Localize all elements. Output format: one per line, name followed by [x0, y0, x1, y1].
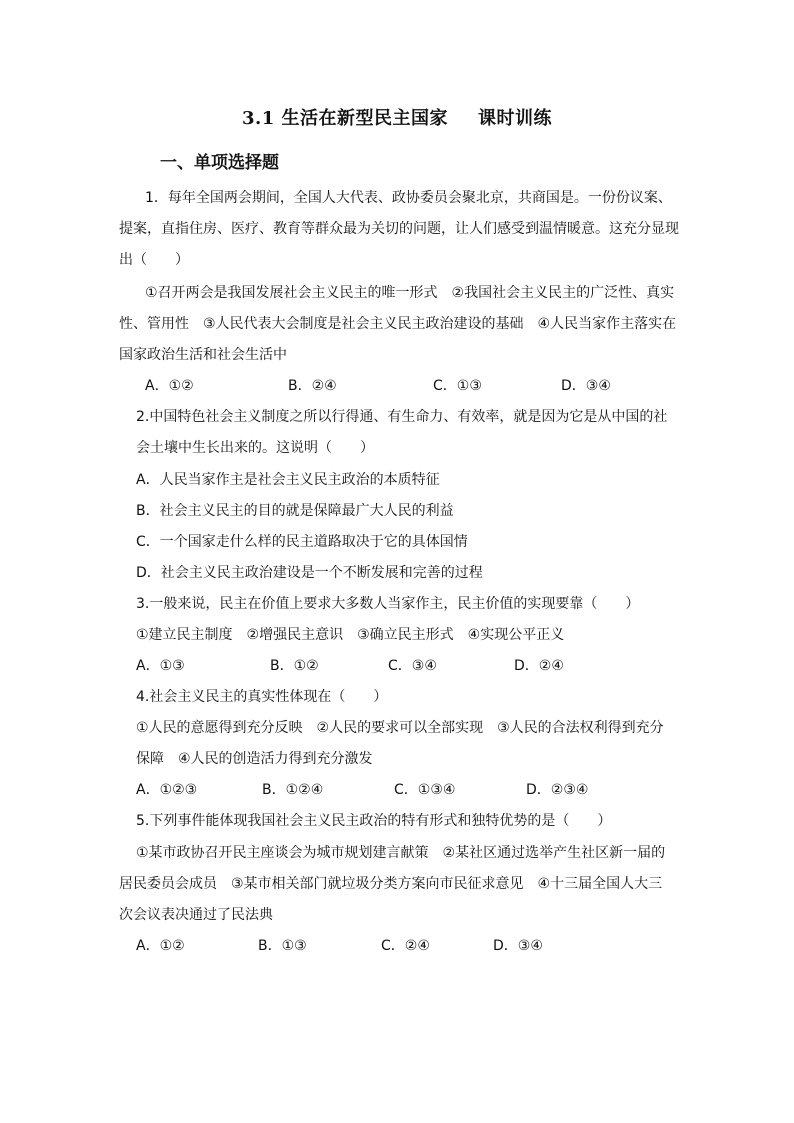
q3-option-b[interactable]: B．①②	[270, 658, 319, 674]
q1-statement-3: 国家政治生活和社会生活中	[119, 347, 287, 363]
q1-option-b[interactable]: B．②④	[288, 378, 337, 394]
q1-option-a[interactable]: A．①②	[145, 378, 194, 394]
q5-option-c[interactable]: C．②④	[381, 938, 430, 954]
section-heading: 一、单项选择题	[160, 153, 279, 173]
q5-statement-1: ①某市政协召开民主座谈会为城市规划建言献策 ②某社区通过选举产生社区新一届的	[136, 845, 666, 861]
q5-option-b[interactable]: B．①③	[258, 938, 307, 954]
title-sub: 课时训练	[478, 108, 553, 129]
q4-statement-1: ①人民的意愿得到充分反映 ②人民的要求可以全部实现 ③人民的合法权利得到充分	[136, 720, 664, 736]
q4-option-b[interactable]: B．①②④	[262, 782, 324, 798]
q3-statement-1: ①建立民主制度 ②增强民主意识 ③确立民主形式 ④实现公平正义	[136, 627, 565, 643]
q1-option-d[interactable]: D．③④	[561, 378, 611, 394]
q4-option-c[interactable]: C．①③④	[394, 782, 456, 798]
document-title	[0, 104, 794, 130]
q5-statement-2: 居民委员会成员 ③某市相关部门就垃圾分类方案向市民征求意见 ④十三届全国人大三	[119, 876, 663, 892]
q1-line-3: 出（ ）	[119, 252, 189, 268]
q4-line-1: 4.社会主义民主的真实性体现在（ ）	[136, 689, 388, 705]
q3-option-d[interactable]: D．②④	[514, 658, 564, 674]
q5-option-a[interactable]: A．①②	[136, 938, 185, 954]
q4-statement-2: 保障 ④人民的创造活力得到充分激发	[136, 751, 373, 767]
q2-line-1: 2.中国特色社会主义制度之所以行得通、有生命力、有效率，就是因为它是从中国的社	[136, 409, 668, 425]
q5-option-d[interactable]: D．③④	[493, 938, 543, 954]
title-main: 3.1 生活在新型民主国家	[241, 108, 449, 129]
q2-line-2: 会土壤中生长出来的。这说明（ ）	[136, 440, 374, 456]
q1-line-1: 1．每年全国两会期间，全国人大代表、政协委员会聚北京，共商国是。一份份议案、	[145, 190, 672, 206]
q3-option-c[interactable]: C．③④	[388, 658, 437, 674]
q1-line-2: 提案，直指住房、医疗、教育等群众最为关切的问题，让人们感受到温情暖意。这充分显现	[119, 221, 679, 237]
q4-option-d[interactable]: D．②③④	[526, 782, 589, 798]
q4-option-a[interactable]: A．①②③	[136, 782, 198, 798]
q3-line-1: 3.一般来说，民主在价值上要求大多数人当家作主，民主价值的实现要靠（ ）	[136, 596, 640, 612]
q2-choice-b[interactable]: B．社会主义民主的目的就是保障最广大人民的利益	[136, 503, 454, 519]
q2-choice-c[interactable]: C．一个国家走什么样的民主道路取决于它的具体国情	[136, 534, 468, 550]
q1-statement-2: 性、管用性 ③人民代表大会制度是社会主义民主政治建设的基础 ④人民当家作主落实在	[119, 316, 677, 332]
q2-choice-a[interactable]: A．人民当家作主是社会主义民主政治的本质特征	[136, 472, 440, 488]
q1-option-c[interactable]: C．①③	[433, 378, 482, 394]
q1-statement-1: ①召开两会是我国发展社会主义民主的唯一形式 ②我国社会主义民主的广泛性、真实	[145, 285, 675, 301]
q3-option-a[interactable]: A．①③	[136, 658, 185, 674]
q5-statement-3: 次会议表决通过了民法典	[119, 907, 273, 923]
q5-line-1: 5.下列事件能体现我国社会主义民主政治的特有形式和独特优势的是（ ）	[136, 813, 612, 829]
q2-choice-d[interactable]: D．社会主义民主政治建设是一个不断发展和完善的过程	[136, 565, 483, 581]
